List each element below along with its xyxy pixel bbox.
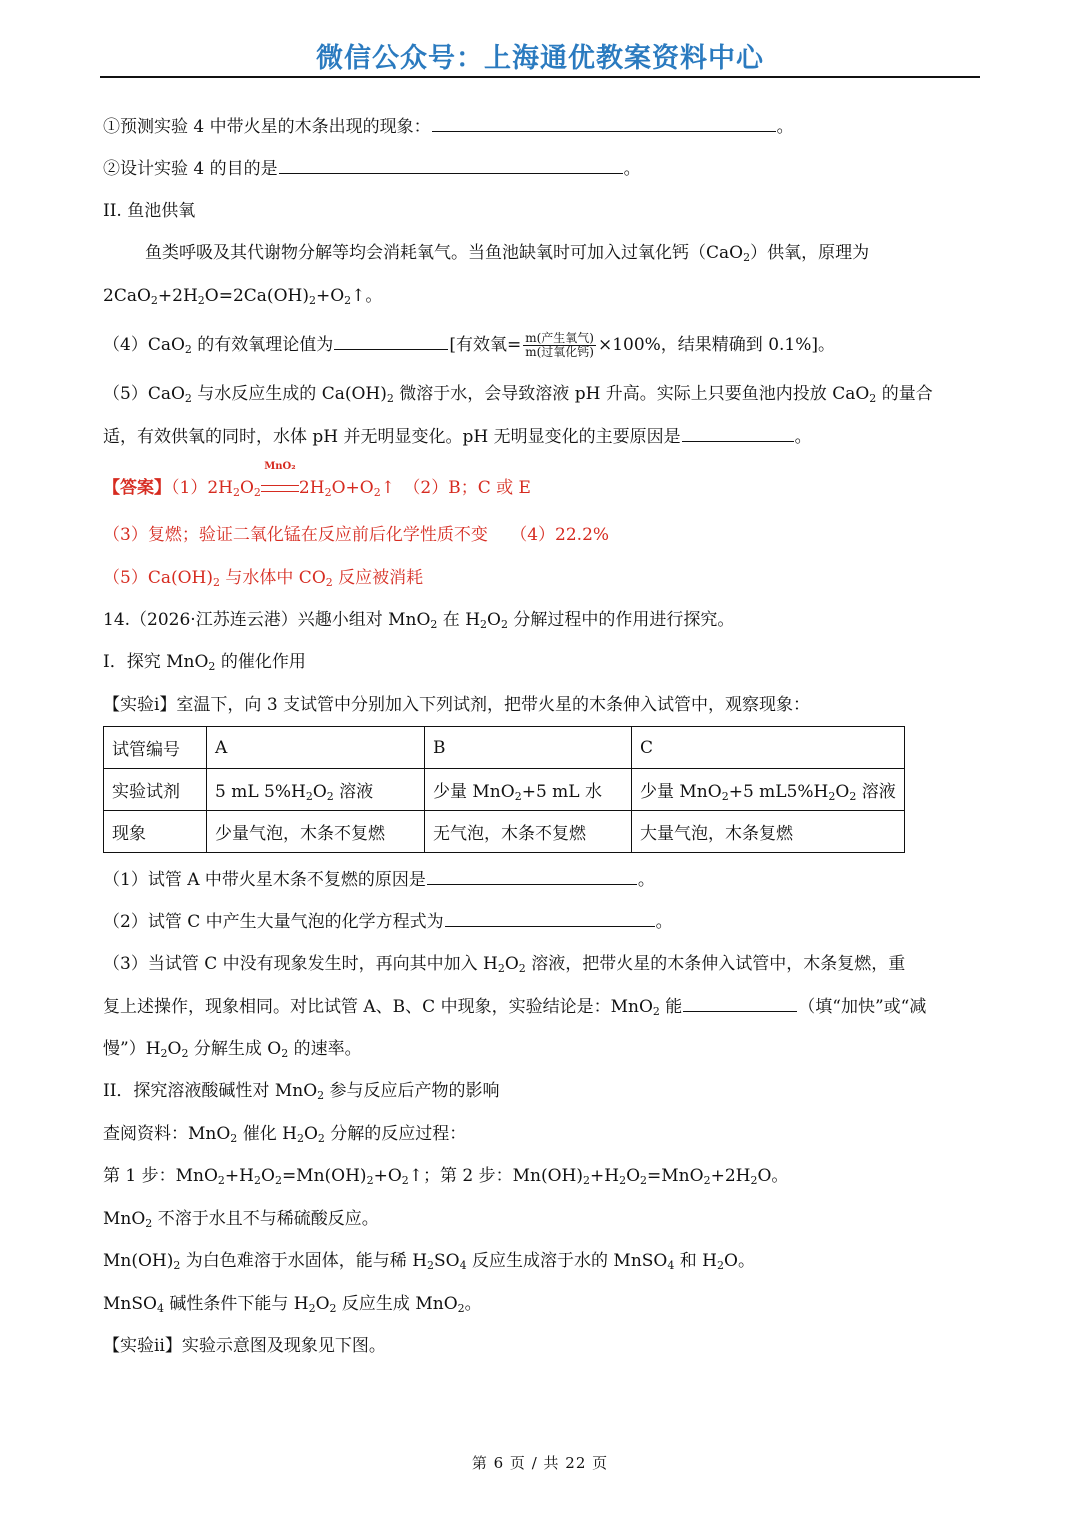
t: 和 H: [674, 1251, 718, 1271]
t: 微溶于水，会导致溶液 pH 升高。实际上只要鱼池内投放 CaO: [393, 384, 870, 404]
s: 2: [305, 790, 313, 803]
question-text: ①预测实验 4 中带火星的木条出现的现象：: [103, 117, 431, 137]
numerator: m(产生氧气): [525, 331, 594, 345]
answer-blank[interactable]: [427, 866, 637, 885]
answer-blank[interactable]: [279, 155, 623, 174]
s: 2: [583, 1174, 591, 1187]
t: O: [167, 1039, 182, 1059]
sub-question-3-line3: [103, 1036, 362, 1062]
t: 5 mL 5%H: [215, 782, 306, 802]
s: 2: [208, 660, 216, 673]
answer-blank[interactable]: [682, 423, 794, 442]
s: 2: [344, 294, 352, 307]
question-5-line1: [103, 381, 933, 407]
t: 参与反应后产物的影响: [324, 1081, 500, 1101]
table-row: [104, 811, 905, 853]
fish-equation: [103, 283, 382, 309]
s: 2: [274, 1174, 282, 1187]
s: 2: [325, 576, 333, 589]
s: 2: [296, 1132, 304, 1145]
t: O: [312, 782, 327, 802]
t: 为白色难溶于水固体，能与稀 H: [180, 1251, 428, 1271]
t: MnO: [103, 1209, 146, 1229]
experiment-table: [103, 726, 905, 853]
t: 。: [637, 870, 655, 890]
t: 反应生成 MnO: [336, 1294, 458, 1314]
answer-tag: 【答案】: [103, 478, 171, 498]
fact-2: [103, 1248, 755, 1274]
t: +5 mL 水: [521, 782, 602, 802]
t: O: [835, 782, 850, 802]
s: 2: [308, 1302, 316, 1315]
t: +H: [224, 1166, 254, 1186]
t: 的有效氧理论值为: [191, 335, 334, 355]
t: +2H: [157, 286, 198, 306]
page-footer: 第 6 页 / 共 22 页: [471, 1454, 609, 1472]
t: 2CaO: [103, 286, 151, 306]
t: 慢”）H: [103, 1039, 161, 1059]
s: 2: [254, 1174, 261, 1187]
s: 2: [173, 1259, 181, 1272]
t: 与水体中 CO: [220, 568, 326, 588]
sub-question-2: [103, 908, 673, 935]
s: 2: [828, 790, 836, 803]
t: 与水反应生成的 Ca(OH): [191, 384, 387, 404]
answer-line1: [103, 461, 531, 501]
table-cell: [425, 769, 632, 811]
s: 2: [518, 962, 526, 975]
s: 2: [317, 1089, 325, 1102]
punct: 。: [776, 117, 794, 137]
t: [有效氧=: [449, 335, 522, 355]
t: （1）试管 A 中带火星木条不复燃的原因是: [103, 870, 426, 890]
t: （2）试管 C 中产生大量气泡的化学方程式为: [103, 912, 444, 932]
page-header-title: 微信公众号：上海通优教案资料中心: [316, 43, 764, 74]
answer-blank[interactable]: [334, 331, 448, 350]
section-2-title: II. 鱼池供氧: [103, 201, 196, 221]
answer-blank[interactable]: [432, 113, 776, 132]
s: 2: [401, 1174, 409, 1187]
answer-blank[interactable]: [445, 908, 655, 927]
s: 2: [184, 392, 192, 405]
reference-intro: [103, 1121, 466, 1147]
equals-bar: [261, 485, 299, 492]
t: +H: [590, 1166, 620, 1186]
s: 2: [145, 1217, 153, 1230]
s: 2: [497, 962, 505, 975]
t: 溶液，把带火星的木条伸入试管中，木条复燃，重: [525, 954, 906, 974]
table-cell: 实验试剂: [104, 769, 207, 811]
t: II．探究溶液酸碱性对 MnO: [103, 1081, 318, 1101]
t: 不溶于水且不与稀硫酸反应。: [152, 1209, 379, 1229]
t: MnSO: [103, 1294, 157, 1314]
question-5-line2: [103, 423, 812, 450]
s: 2: [869, 392, 877, 405]
s: 2: [514, 790, 522, 803]
t: （4）CaO: [103, 335, 185, 355]
t: 。: [655, 912, 673, 932]
t: 的催化作用: [215, 652, 306, 672]
s: 2: [480, 618, 488, 631]
t: 少量 MnO: [433, 782, 515, 802]
t: 溶液: [333, 782, 374, 802]
s: 2: [721, 790, 729, 803]
t: 。: [464, 1294, 482, 1314]
text: 鱼类呼吸及其代谢物分解等均会消耗氧气。当鱼池缺氧时可加入过氧化钙（CaO: [145, 243, 744, 263]
s: 4: [667, 1259, 675, 1272]
s: 4: [459, 1259, 467, 1272]
table-header-cell: 试管编号: [104, 727, 207, 769]
s: 2: [366, 1174, 374, 1187]
t: ↑。: [351, 286, 383, 306]
s: 2: [150, 294, 158, 307]
t: O: [487, 610, 501, 630]
table-cell: 无气泡，木条不复燃: [425, 811, 632, 853]
text: ）供氧，原理为: [750, 243, 870, 263]
s: 2: [849, 790, 857, 803]
t: （1）2H: [171, 478, 233, 498]
denominator: m(过氧化钙): [525, 345, 594, 359]
t: 催化 H: [237, 1124, 297, 1144]
t: 溶液: [856, 782, 896, 802]
t: O: [239, 478, 254, 498]
t: 分解生成 O: [188, 1039, 282, 1059]
t: 复上述操作，现象相同。对比试管 A、B、C 中现象，实验结论是：MnO: [103, 997, 653, 1017]
s: 2: [430, 618, 438, 631]
answer-line3: [103, 565, 423, 591]
t: 第 1 步：MnO: [103, 1166, 218, 1186]
table-header-cell: C: [632, 727, 905, 769]
t: SO: [434, 1251, 460, 1271]
s: 2: [181, 1047, 189, 1060]
t: O。: [757, 1166, 789, 1186]
s: 2: [197, 294, 205, 307]
punct: 。: [623, 159, 641, 179]
fact-3: [103, 1291, 482, 1317]
table-cell: 大量气泡，木条复燃: [632, 811, 905, 853]
s: 2: [750, 1174, 758, 1187]
s: 2: [652, 1005, 660, 1018]
t: +5 mL5%H: [728, 782, 829, 802]
t: O: [303, 1124, 318, 1144]
t: O: [315, 1294, 330, 1314]
table-cell: [207, 769, 425, 811]
t: ×100%，结果精确到 0.1%]。: [597, 335, 836, 355]
effective-oxygen-fraction: [523, 332, 596, 359]
question-text: ②设计实验 4 的目的是: [103, 159, 278, 179]
t: 。: [794, 427, 812, 447]
s: 2: [184, 343, 192, 356]
question-4-2: [103, 155, 641, 182]
s: 2: [324, 486, 332, 499]
experiment-1-intro: 【实验ⅰ】室温下，向 3 支试管中分别加入下列试剂，把带火星的木条伸入试管中，观察现象：: [103, 695, 811, 715]
t: 适，有效供氧的同时，水体 pH 并无明显变化。pH 无明显变化的主要原因是: [103, 427, 681, 447]
t: 分解的反应过程：: [324, 1124, 467, 1144]
fish-paragraph-line1: [145, 240, 869, 266]
s: 2: [386, 392, 394, 405]
t: 的速率。: [288, 1039, 362, 1059]
s: 2: [213, 576, 220, 589]
s: 2: [640, 1174, 648, 1187]
s: 2: [217, 1174, 225, 1187]
subscript: 2: [743, 251, 751, 264]
s: 2: [703, 1174, 711, 1187]
sub-question-3-line1: [103, 951, 905, 977]
question-4-1: [103, 113, 794, 140]
t: 少量 MnO: [640, 782, 722, 802]
t: ↑ （2）B；C 或 E: [380, 478, 531, 498]
s: 2: [281, 1047, 289, 1060]
t: O=2Ca(OH): [204, 286, 309, 306]
question-4-effective-oxygen: [103, 331, 835, 359]
t: O+O: [331, 478, 374, 498]
t: （5）CaO: [103, 384, 185, 404]
s: 2: [427, 1259, 435, 1272]
t: +2H: [710, 1166, 751, 1186]
sub-question-1: [103, 866, 655, 893]
fact-1: [103, 1206, 379, 1232]
table-cell: 少量气泡，木条不复燃: [207, 811, 425, 853]
s: 2: [329, 1302, 337, 1315]
table-cell: [632, 769, 905, 811]
t: 查阅资料：MnO: [103, 1124, 231, 1144]
t: +O: [373, 1166, 402, 1186]
t: Mn(OH): [103, 1251, 174, 1271]
t: O。: [724, 1251, 755, 1271]
s: 2: [317, 1132, 325, 1145]
t: 在 H: [437, 610, 481, 630]
t: 2H: [298, 478, 325, 498]
experiment-2-intro: 【实验ⅱ】实验示意图及现象见下图。: [103, 1336, 386, 1356]
part-2-title: [103, 1078, 500, 1104]
table-cell: 现象: [104, 811, 207, 853]
t: =MnO: [647, 1166, 704, 1186]
answer-blank[interactable]: [683, 993, 797, 1012]
s: 2: [457, 1302, 465, 1315]
s: 2: [230, 1132, 238, 1145]
table-header-cell: B: [425, 727, 632, 769]
t: 能: [659, 997, 683, 1017]
t: O: [626, 1166, 641, 1186]
s: 4: [156, 1302, 164, 1315]
t: 的量合: [876, 384, 933, 404]
s: 2: [232, 486, 240, 499]
s: 2: [500, 618, 508, 631]
s: 2: [717, 1259, 725, 1272]
t: O: [504, 954, 519, 974]
t: （5）Ca(OH): [103, 568, 213, 588]
t: 反应被消耗: [332, 568, 424, 588]
header-divider: [100, 76, 980, 78]
catalyst-arrow: [261, 461, 299, 501]
t: =Mn(OH): [281, 1166, 367, 1186]
catalyst-label: MnO₂: [264, 461, 296, 472]
table-row: [104, 727, 905, 769]
t: 碱性条件下能与 H: [163, 1294, 309, 1314]
sub-question-3-line2: [103, 993, 926, 1020]
answer-line2: （3）复燃；验证二氧化锰在反应前后化学性质不变 （4）22.2%: [103, 525, 610, 545]
t: I．探究 MnO: [103, 652, 209, 672]
t: （3）当试管 C 中没有现象发生时，再向其中加入 H: [103, 954, 498, 974]
s: 2: [373, 486, 381, 499]
s: 2: [253, 486, 261, 499]
t: 分解过程中的作用进行探究。: [507, 610, 735, 630]
t: +O: [315, 286, 345, 306]
table-header-cell: A: [207, 727, 425, 769]
s: 2: [619, 1174, 627, 1187]
t: ↑；第 2 步：Mn(OH): [408, 1166, 584, 1186]
s: 2: [160, 1047, 168, 1060]
t: 反应生成溶于水的 MnSO: [466, 1251, 668, 1271]
t: O: [261, 1166, 275, 1186]
s: 2: [308, 294, 316, 307]
t: 14.（2026·江苏连云港）兴趣小组对 MnO: [103, 610, 431, 630]
table-row: [104, 769, 905, 811]
t: （填“加快”或“减: [798, 997, 927, 1017]
question-14-title: [103, 607, 734, 633]
reaction-steps: [103, 1163, 788, 1189]
part-1-title: [103, 649, 306, 675]
s: 2: [326, 790, 334, 803]
